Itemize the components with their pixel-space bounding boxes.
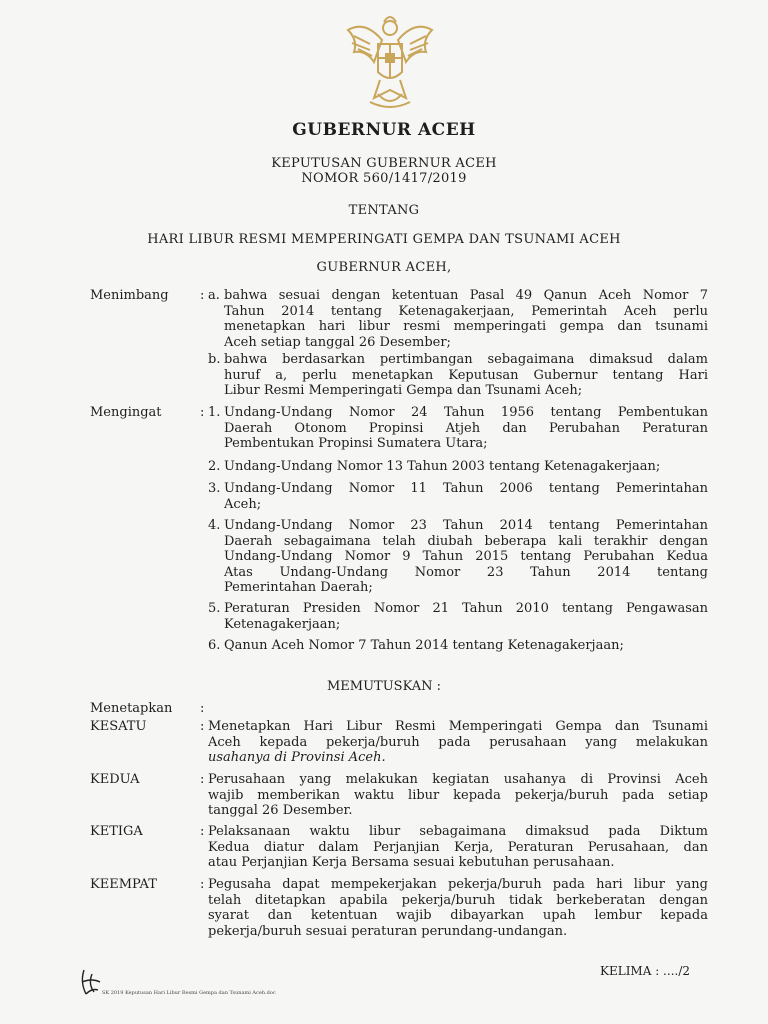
mengingat-item-4 (224, 518, 708, 596)
text-line: Peraturan Presiden Nomor 21 Tahun 2010 tentang Pengawasan (224, 601, 708, 616)
dictum-label-keempat: KEEMPAT (90, 877, 157, 892)
menimbang-label: Menimbang (90, 288, 169, 303)
text-line: usahanya di Provinsi Aceh. (208, 750, 386, 765)
text-line: menetapkan hari libur resmi memperingati gempa dan tsunami (224, 319, 708, 334)
text-line: Libur Resmi Memperingati Gempa dan Tsunami Aceh; (224, 383, 583, 398)
text-line: Daerah sebagaimana telah diubah beberapa kali terakhir dengan (224, 533, 708, 549)
decision-title: KEPUTUSAN GUBERNUR ACEH (271, 156, 497, 171)
mengingat-item-1 (224, 405, 708, 452)
dictum-keempat (208, 877, 708, 939)
text-line: Aceh; (224, 496, 262, 512)
garuda-emblem-icon (340, 10, 440, 115)
governor-title: GUBERNUR ACEH (292, 120, 476, 140)
text-line: Pemerintahan Daerah; (224, 580, 373, 595)
menetapkan-label: Menetapkan (90, 701, 173, 716)
dictum-colon: : (200, 877, 205, 892)
mengingat-item-num: 3. (208, 481, 221, 496)
mengingat-item-2 (224, 459, 708, 475)
dictum-colon: : (200, 719, 205, 734)
about-heading: TENTANG (348, 203, 420, 218)
text-line: Undang-Undang Nomor 13 Tahun 2003 tentang Ketenagakerjaan; (224, 459, 661, 474)
text-line: Undang-Undang Nomor 23 Tahun 2014 tentang Pemerintahan (224, 518, 708, 533)
mengingat-item-num: 6. (208, 638, 221, 653)
decision-number: NOMOR 560/1417/2019 (301, 171, 467, 186)
menimbang-colon: : (200, 288, 205, 303)
text-line: bahwa berdasarkan pertimbangan sebagaimana dimaksud dalam (224, 352, 708, 367)
mengingat-item-num: 5. (208, 601, 221, 616)
dictum-ketiga (208, 824, 708, 871)
text-line: atau Perjanjian Kerja Bersama sesuai kebutuhan perusahaan. (208, 855, 615, 870)
dictum-colon: : (200, 824, 205, 839)
dictum-label-kedua: KEDUA (90, 772, 140, 787)
menetapkan-colon: : (200, 701, 205, 716)
text-line: bahwa sesuai dengan ketentuan Pasal 49 Qanun Aceh Nomor 7 (224, 288, 708, 303)
menimbang-item-num: b. (208, 352, 221, 367)
dictum-label-kesatu: KESATU (90, 719, 147, 734)
text-line: pekerja/buruh sesuai peraturan perundang-undangan. (208, 923, 568, 939)
text-line: Menetapkan Hari Libur Resmi Memperingati Gempa dan Tsunami (208, 719, 708, 734)
text-line: telah ditetapkan apabila pekerja/buruh tidak berkeberatan dengan (208, 892, 708, 908)
mengingat-item-3 (224, 481, 708, 512)
mengingat-item-num: 1. (208, 405, 221, 420)
text-line: Undang-Undang Nomor 9 Tahun 2015 tentang Perubahan Kedua (224, 549, 708, 564)
mengingat-item-5 (224, 601, 708, 632)
file-reference-note: SK 2019 Keputusan Hari Libur Resmi Gempa dan Tsunami Aceh.doc (102, 990, 276, 996)
text-line: Tahun 2014 tentang Ketenagakerjaan, Pemerintah Aceh perlu (224, 303, 708, 319)
mengingat-label: Mengingat (90, 405, 162, 420)
paraf-initial-icon (78, 968, 104, 996)
mengingat-item-num: 2. (208, 459, 221, 474)
text-line: Aceh kepada pekerja/buruh pada perusahaan yang melakukan (208, 734, 708, 750)
mengingat-item-num: 4. (208, 518, 221, 533)
text-line: Ketenagakerjaan; (224, 616, 341, 632)
dictum-label-ketiga: KETIGA (90, 824, 143, 839)
menimbang-item-num: a. (208, 288, 220, 303)
text-line: Kedua diatur dalam Perjanjian Kerja, Peraturan Perusahaan, dan (208, 839, 708, 855)
decision-subject: HARI LIBUR RESMI MEMPERINGATI GEMPA DAN TSUNAMI ACEH (147, 232, 621, 247)
mengingat-colon: : (200, 405, 205, 420)
dictum-kedua (208, 772, 708, 819)
text-line: Undang-Undang Nomor 24 Tahun 1956 tentang Pembentukan (224, 405, 708, 420)
text-line: Aceh setiap tanggal 26 Desember; (224, 334, 451, 350)
text-line: Daerah Otonom Propinsi Atjeh dan Perubahan Peraturan (224, 420, 708, 436)
text-line: huruf a, perlu menetapkan Keputusan Gubernur tentang Hari (224, 367, 708, 383)
text-line: Pembentukan Propinsi Sumatera Utara; (224, 436, 488, 451)
menimbang-item-a (224, 288, 708, 350)
issuer-heading: GUBERNUR ACEH, (316, 260, 452, 275)
memutuskan-heading: MEMUTUSKAN : (326, 679, 442, 694)
next-page-reference: KELIMA : ..../2 (600, 964, 690, 978)
text-line: wajib memberikan waktu libur kepada pekerja/buruh pada setiap (208, 787, 708, 803)
text-line: Pelaksanaan waktu libur sebagaimana dimaksud pada Diktum (208, 824, 708, 839)
mengingat-item-6 (224, 638, 708, 654)
text-line: Undang-Undang Nomor 11 Tahun 2006 tentang Pemerintahan (224, 481, 708, 496)
text-line: Perusahaan yang melakukan kegiatan usahanya di Provinsi Aceh (208, 772, 708, 787)
menimbang-item-b (224, 352, 708, 399)
dictum-kesatu (208, 719, 708, 766)
text-line: syarat dan ketentuan wajib dibayarkan upah lembur kepada (208, 908, 708, 923)
text-line: Atas Undang-Undang Nomor 23 Tahun 2014 tentang (224, 564, 708, 580)
text-line: Pegusaha dapat mempekerjakan pekerja/buruh pada hari libur yang (208, 877, 708, 892)
dictum-colon: : (200, 772, 205, 787)
text-line: Qanun Aceh Nomor 7 Tahun 2014 tentang Ketenagakerjaan; (224, 638, 624, 653)
text-line: tanggal 26 Desember. (208, 803, 353, 818)
